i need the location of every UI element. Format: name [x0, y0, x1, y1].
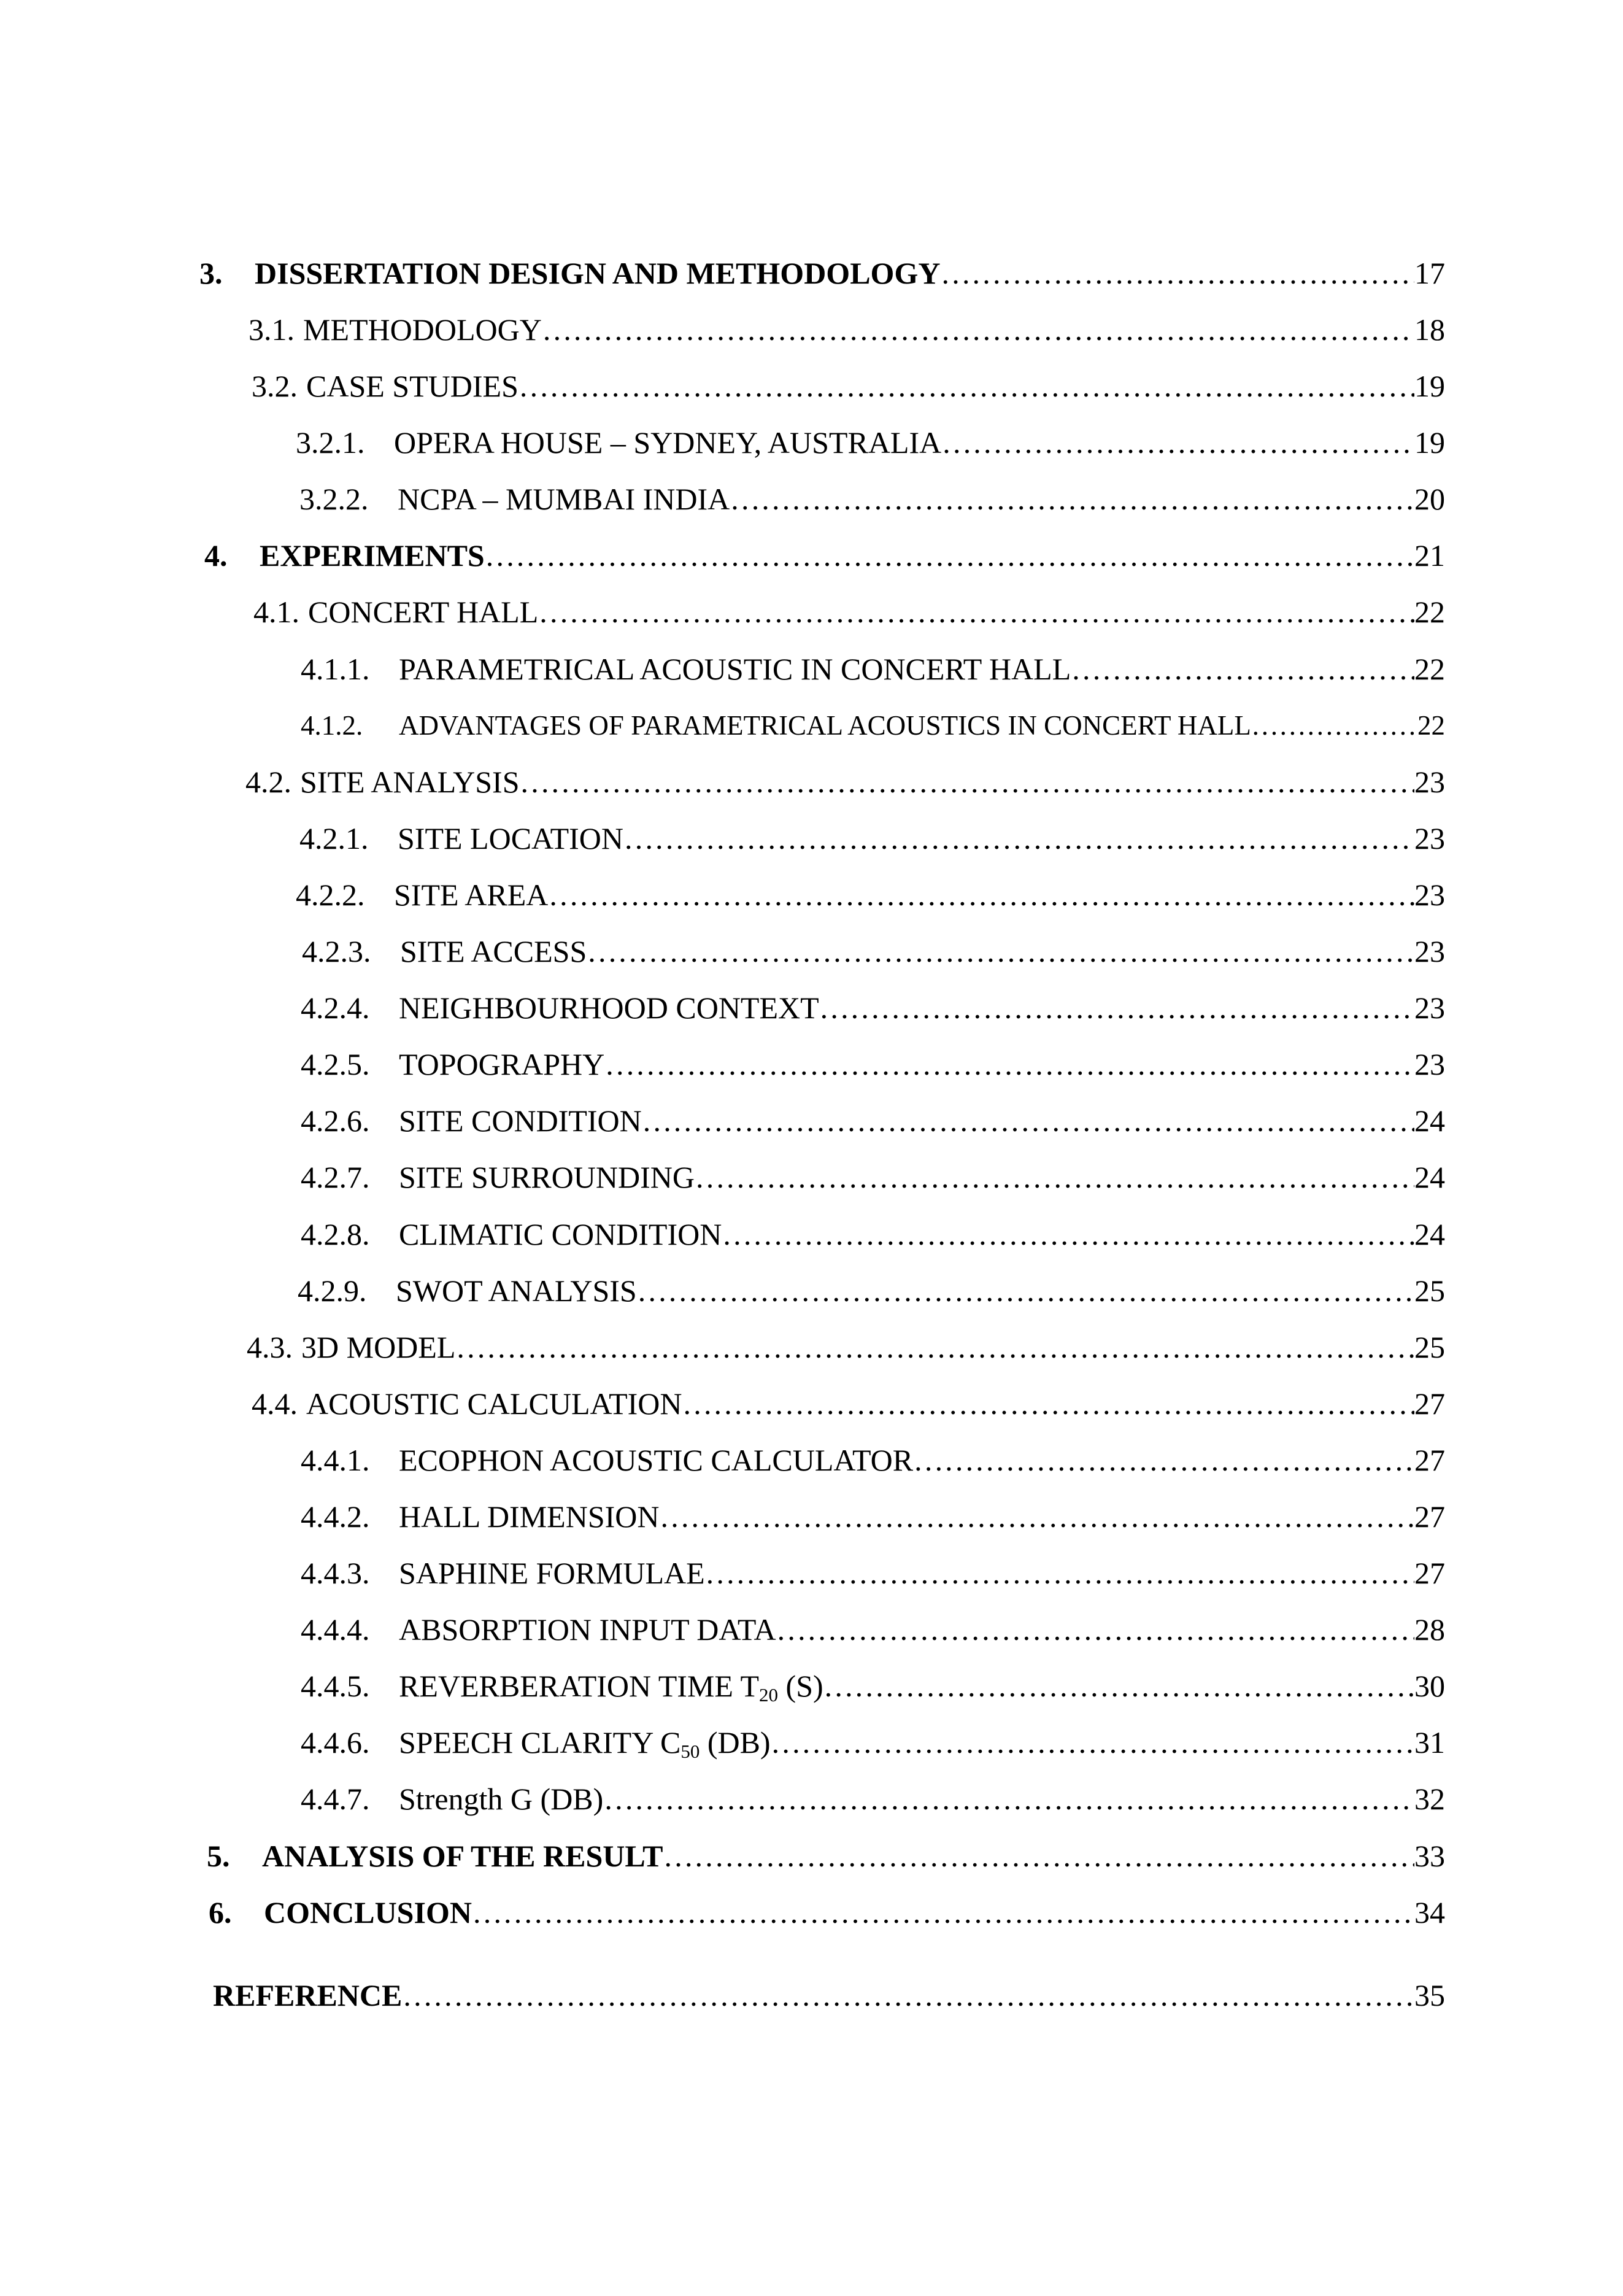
toc-leader-dots	[637, 1269, 1414, 1312]
toc-entry	[204, 534, 1445, 577]
toc-entry-title: CONCLUSION	[264, 1895, 472, 1930]
toc-leader-dots	[771, 1721, 1414, 1764]
toc-entry	[301, 704, 1445, 747]
toc-entry-number: 6.	[209, 1895, 232, 1930]
toc-entry-number: 3.2.2.	[299, 482, 369, 516]
toc-entry	[296, 421, 1445, 464]
toc-entry	[301, 1608, 1445, 1651]
toc-entry-title: SITE ANALYSIS	[300, 765, 520, 799]
toc-entry-number: 4.2.5.	[301, 1047, 370, 1081]
toc-entry-page: 34	[1414, 1895, 1445, 1930]
toc-leader-dots	[776, 1608, 1414, 1651]
toc-entry	[301, 1495, 1445, 1538]
toc-entry	[301, 1552, 1445, 1594]
toc-leader-dots	[542, 308, 1414, 351]
toc-entry	[252, 365, 1445, 408]
toc-entry-title: ACOUSTIC CALCULATION	[306, 1386, 682, 1421]
toc-entry-title: REFERENCE	[213, 1978, 403, 2012]
toc-entry-page: 24	[1414, 1217, 1445, 1251]
toc-entry-number: 4.4.6.	[301, 1725, 370, 1760]
toc-leader-dots	[538, 590, 1414, 633]
toc-entry	[301, 1777, 1445, 1820]
toc-entry-number: 4.2.3.	[302, 934, 371, 968]
toc-entry-page: 27	[1414, 1556, 1445, 1590]
toc-entry-title: HALL DIMENSION	[399, 1499, 660, 1534]
toc-entry-page: 23	[1414, 878, 1445, 912]
toc-entry-page: 21	[1414, 538, 1445, 573]
toc-entry-title: SPEECH CLARITY C50 (DB)	[399, 1725, 771, 1762]
toc-entry-title: SITE AREA	[394, 878, 549, 912]
toc-entry-number: 4.4.4.	[301, 1612, 370, 1647]
toc-entry-number: 4.4.2.	[301, 1499, 370, 1534]
toc-leader-dots	[642, 1099, 1414, 1142]
toc-entry	[302, 930, 1445, 973]
toc-entry-number: 4.	[204, 538, 228, 573]
toc-leader-dots	[705, 1552, 1414, 1594]
toc-entry-number: 3.2.1.	[296, 425, 365, 460]
toc-leader-dots	[587, 930, 1414, 973]
toc-entry	[207, 1834, 1445, 1877]
toc-entry-title: SITE ACCESS	[400, 934, 587, 968]
toc-entry-page: 22	[1414, 595, 1445, 629]
toc-entry-number: 4.1.2.	[301, 710, 363, 741]
toc-leader-dots	[823, 1664, 1414, 1707]
toc-entry-title: SITE SURROUNDING	[399, 1160, 695, 1194]
toc-entry-page: 23	[1414, 765, 1445, 799]
toc-entry	[301, 1213, 1445, 1256]
toc-entry	[298, 1269, 1445, 1312]
toc-entry	[209, 1891, 1445, 1934]
toc-entry-page: 19	[1414, 425, 1445, 460]
toc-entry-number: 4.2.1.	[299, 821, 369, 856]
toc-entry-number: 4.2.6.	[301, 1104, 370, 1138]
toc-entry-page: 18	[1414, 312, 1445, 347]
toc-entry-title: CASE STUDIES	[306, 369, 519, 403]
toc-entry-title: CLIMATIC CONDITION	[399, 1217, 722, 1251]
toc-entry-page: 23	[1414, 934, 1445, 968]
toc-entry-page: 17	[1414, 256, 1445, 290]
toc-entry	[253, 590, 1445, 633]
toc-entry-number: 4.2.8.	[301, 1217, 370, 1251]
toc-entry-page: 35	[1414, 1978, 1445, 2012]
toc-entry	[301, 986, 1445, 1029]
toc-leader-dots	[604, 1043, 1414, 1086]
toc-leader-dots	[485, 534, 1414, 577]
toc-entry-page: 33	[1414, 1839, 1445, 1873]
toc-entry-title: OPERA HOUSE – SYDNEY, AUSTRALIA	[394, 425, 942, 460]
toc-entry-number: 4.4.5.	[301, 1669, 370, 1703]
toc-leader-dots	[682, 1382, 1415, 1425]
toc-entry	[199, 252, 1445, 295]
toc-entry-number: 4.2.4.	[301, 991, 370, 1025]
toc-leader-dots	[1071, 647, 1414, 690]
toc-entry	[296, 873, 1445, 916]
toc-entry-title: ADVANTAGES OF PARAMETRICAL ACOUSTICS IN CONCERT HALL	[399, 710, 1251, 741]
toc-entry-title: SAPHINE FORMULAE	[399, 1556, 705, 1590]
toc-entry-number: 3.	[199, 256, 223, 290]
toc-entry-number: 4.1.1.	[301, 652, 370, 686]
toc-entry-number: 4.2.9.	[298, 1274, 367, 1308]
toc-entry	[252, 1382, 1445, 1425]
toc-entry-subscript: 50	[680, 1740, 700, 1762]
toc-entry	[301, 1664, 1445, 1707]
toc-entry	[301, 647, 1445, 690]
toc-leader-dots	[913, 1439, 1414, 1482]
toc-entry	[213, 1974, 1445, 2017]
toc-entry-title: NCPA – MUMBAI INDIA	[398, 482, 730, 516]
toc-leader-dots	[941, 421, 1414, 464]
toc-entry-number: 5.	[207, 1839, 230, 1873]
toc-entry-title: SITE CONDITION	[399, 1104, 642, 1138]
toc-entry	[301, 1043, 1445, 1086]
toc-entry	[301, 1439, 1445, 1482]
toc-entry-page: 19	[1414, 369, 1445, 403]
toc-leader-dots	[603, 1777, 1414, 1820]
toc-entry-title: METHODOLOGY	[303, 312, 542, 347]
toc-leader-dots	[520, 760, 1414, 803]
toc-leader-dots	[660, 1495, 1415, 1538]
toc-entry-page: 24	[1414, 1160, 1445, 1194]
toc-entry-page: 28	[1414, 1612, 1445, 1647]
toc-entry-title: 3D MODEL	[301, 1330, 456, 1364]
toc-entry-title: CONCERT HALL	[308, 595, 539, 629]
toc-entry-title: TOPOGRAPHY	[399, 1047, 605, 1081]
toc-entry-number: 4.4.3.	[301, 1556, 370, 1590]
toc-entry-title: ABSORPTION INPUT DATA	[399, 1612, 776, 1647]
toc-entry	[245, 760, 1445, 803]
toc-leader-dots	[819, 986, 1414, 1029]
toc-entry	[301, 1721, 1445, 1764]
toc-entry-page: 27	[1414, 1443, 1445, 1477]
toc-entry-title: EXPERIMENTS	[260, 538, 485, 573]
toc-entry	[301, 1156, 1445, 1199]
toc-leader-dots	[455, 1326, 1414, 1369]
toc-entry-title: REVERBERATION TIME T20 (S)	[399, 1669, 823, 1706]
toc-entry-title: SITE LOCATION	[398, 821, 624, 856]
toc-entry-title: ANALYSIS OF THE RESULT	[262, 1839, 663, 1873]
toc-entry-title: ECOPHON ACOUSTIC CALCULATOR	[399, 1443, 914, 1477]
toc-entry-page: 25	[1414, 1274, 1445, 1308]
toc-entry-number: 4.4.1.	[301, 1443, 370, 1477]
toc-entry-number: 4.4.7.	[301, 1782, 370, 1816]
toc-entry-number: 4.4.	[252, 1386, 298, 1421]
toc-leader-dots	[663, 1834, 1414, 1877]
toc-leader-dots	[402, 1974, 1414, 2017]
toc-entry-page: 22	[1414, 652, 1445, 686]
toc-leader-dots	[730, 477, 1414, 520]
toc-entry-subscript: 20	[759, 1683, 779, 1706]
toc-leader-dots	[623, 817, 1414, 860]
toc-entry-title: Strength G (DB)	[399, 1782, 604, 1816]
toc-leader-dots	[940, 252, 1414, 295]
toc-entry-number: 3.2.	[252, 369, 298, 403]
toc-leader-dots	[519, 365, 1414, 408]
toc-entry-page: 31	[1414, 1725, 1445, 1760]
toc-entry-number: 4.3.	[247, 1330, 293, 1364]
toc-entry-number: 4.2.	[245, 765, 291, 799]
toc-entry	[301, 1099, 1445, 1142]
toc-leader-dots	[1251, 704, 1417, 747]
toc-entry-page: 20	[1414, 482, 1445, 516]
toc-entry-title: DISSERTATION DESIGN AND METHODOLOGY	[255, 256, 941, 290]
toc-leader-dots	[695, 1156, 1414, 1199]
toc-entry-page: 24	[1414, 1104, 1445, 1138]
toc-entry-page: 32	[1414, 1782, 1445, 1816]
toc-entry	[247, 1326, 1445, 1369]
toc-entry	[249, 308, 1445, 351]
toc-entry	[299, 817, 1445, 860]
toc-entry-title: SWOT ANALYSIS	[396, 1274, 637, 1308]
toc-entry-number: 3.1.	[249, 312, 295, 347]
toc-entry-title: PARAMETRICAL ACOUSTIC IN CONCERT HALL	[399, 652, 1071, 686]
toc-entry-page: 23	[1414, 1047, 1445, 1081]
toc-entry-page: 22	[1417, 710, 1445, 741]
toc-entry-page: 30	[1414, 1669, 1445, 1703]
toc-entry-number: 4.1.	[253, 595, 299, 629]
toc-entry-page: 27	[1414, 1386, 1445, 1421]
toc-entry-page: 23	[1414, 991, 1445, 1025]
toc-entry-page: 27	[1414, 1499, 1445, 1534]
toc-entry-number: 4.2.7.	[301, 1160, 370, 1194]
toc-entry	[299, 477, 1445, 520]
toc-entry-page: 25	[1414, 1330, 1445, 1364]
toc-leader-dots	[722, 1213, 1414, 1256]
toc-entry-number: 4.2.2.	[296, 878, 365, 912]
toc-entry-title: NEIGHBOURHOOD CONTEXT	[399, 991, 819, 1025]
toc-leader-dots	[472, 1891, 1414, 1934]
toc-leader-dots	[548, 873, 1414, 916]
toc-entry-page: 23	[1414, 821, 1445, 856]
